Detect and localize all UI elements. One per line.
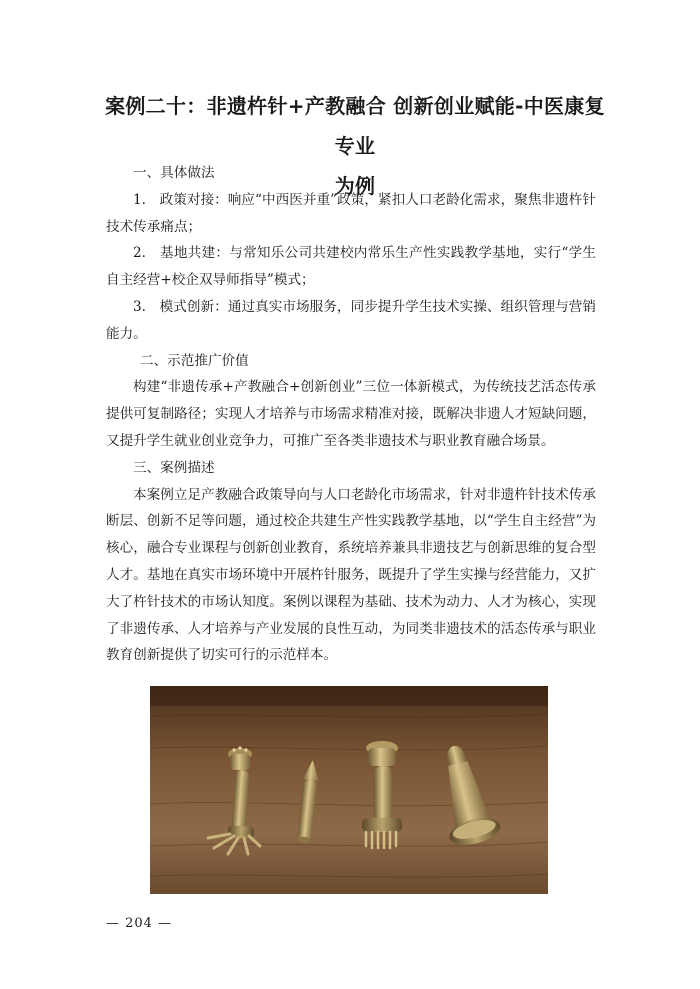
title-line-1: 案例二十：非遗杵针+产教融合 创新创业赋能-中医康复专业	[105, 94, 605, 158]
section-3-heading: 三、案例描述	[133, 459, 215, 476]
section-1-item-2: 2. 基地共建：与常知乐公司共建校内常乐生产性实践教学基地，实行“学生自主经营+校企双导师指导”模式；	[106, 245, 596, 289]
section-1-item-3: 3. 模式创新：通过真实市场服务，同步提升学生技术实操、组织管理与营销能力。	[106, 298, 596, 342]
document-body	[106, 160, 596, 669]
pestle-needles-photo	[150, 686, 548, 894]
title-line-2: 为例	[334, 174, 376, 198]
page-number: — 204 —	[106, 916, 173, 931]
section-1-item-1: 1. 政策对接：响应“中西医并重”政策，紧扣人口老龄化需求，聚焦非遗杵针技术传承痛点；	[106, 191, 596, 235]
section-3-paragraph: 本案例立足产教融合政策导向与人口老龄化市场需求，针对非遗杵针技术传承断层、创新不足等问题，通过校企共建生产性实践教学基地，以“学生自主经营”为核心，融合专业课程与创新创业教育，系统培养兼具非遗技艺与创新思维的复合型人才。基地在真实市场环境中开展杵针服务，既提升了学生实操与经营能力，又扩大了杵针技术的市场认知度。案例以课程为基础、技术为动力、人才为核心，实现了非遗传承、人才培养与产业发展的良性互动，为同类非遗技术的活态传承与职业教育创新提供了切实可行的示范样本。	[106, 486, 596, 664]
section-2-heading: 二、示范推广价值	[140, 352, 249, 369]
section-2-paragraph: 构建“非遗传承+产教融合+创新创业”三位一体新模式，为传统技艺活态传承提供可复制路径；实现人才培养与市场需求精准对接，既解决非遗人才短缺问题，又提升学生就业创业竞争力，可推广至各类非遗技术与职业教育融合场景。	[106, 379, 596, 449]
section-1-heading: 一、具体做法	[133, 165, 215, 181]
